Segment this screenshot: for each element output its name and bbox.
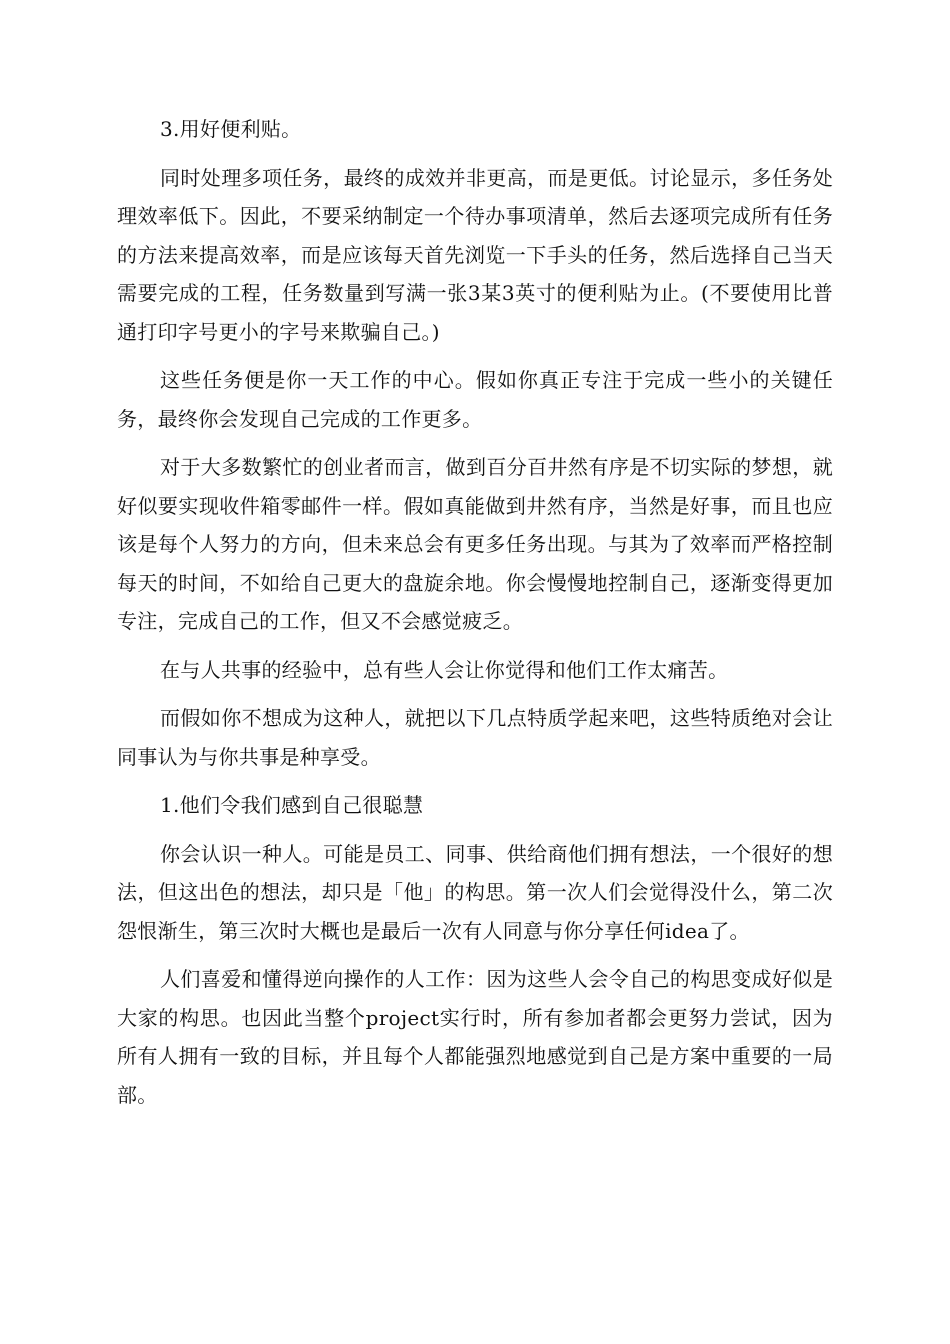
paragraph-qualities-intro: 而假如你不想成为这种人，就把以下几点特质学起来吧，这些特质绝对会让同事认为与你共事是种享受。	[117, 706, 833, 769]
paragraph-organization: 对于大多数繁忙的创业者而言，做到百分百井然有序是不切实际的梦想，就好似要实现收件箱零邮件一样。假如真能做到井然有序，当然是好事，而且也应该是每个人努力的方向，但未来总会有更多任务出现。与其为了效率而严格控制每天的时间，不如给自己更大的盘旋余地。你会慢慢地控制自己，逐渐变得更加专注，完成自己的工作，但又不会感觉疲乏。	[117, 455, 833, 633]
paragraph-focus-tasks: 这些任务便是你一天工作的中心。假如你真正专注于完成一些小的关键任务，最终你会发现自己完成的工作更多。	[117, 368, 833, 431]
paragraph-multitasking: 同时处理多项任务，最终的成效并非更高，而是更低。讨论显示，多任务处理效率低下。因此，不要采纳制定一个待办事项清单，然后去逐项完成所有任务的方法来提高效率，而是应该每天首先浏览一下手头的任务，然后选择自己当天需要完成的工程，任务数量到写满一张3某3英寸的便利贴为止。(不要使用比普通打印字号更小的字号来欺骗自己。)	[117, 165, 833, 344]
paragraph-ideas: 你会认识一种人。可能是员工、同事、供给商他们拥有想法，一个很好的想法，但这出色的想法，却只是「他」的构思。第一次人们会觉得没什么，第二次怨恨渐生，第三次时大概也是最后一次有人同意与你分享任何idea了。	[117, 841, 833, 943]
document-body	[117, 110, 833, 1124]
paragraph-reverse-operation: 人们喜爱和懂得逆向操作的人工作：因为这些人会令自己的构思变成好似是大家的构思。也因此当整个project实行时，所有参加者都会更努力尝试，因为所有人拥有一致的目标，并且每个人都能强烈地感觉到自己是方案中重要的一局部。	[117, 967, 833, 1107]
section-heading-use-sticky-notes: 3.用好便利贴。	[160, 117, 302, 141]
paragraph-working-with-people: 在与人共事的经验中，总有些人会让你觉得和他们工作太痛苦。	[160, 657, 729, 682]
section-heading-make-us-feel-smart: 1.他们令我们感到自己很聪慧	[160, 793, 424, 817]
